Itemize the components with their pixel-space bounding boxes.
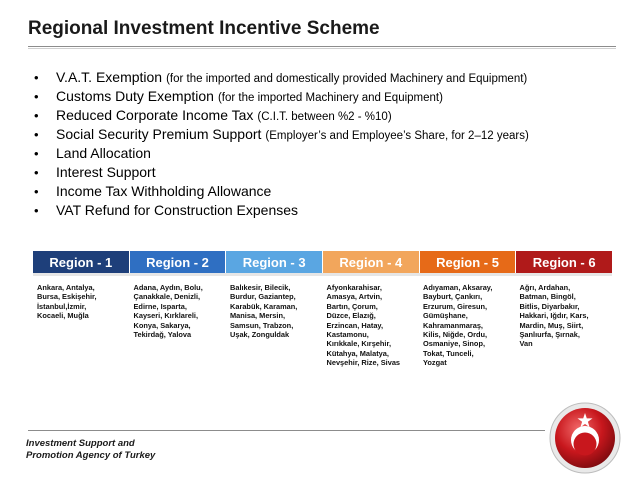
region-6-header: Region - 6 (515, 251, 612, 273)
region-4-header: Region - 4 (322, 251, 419, 273)
region-6-provinces (516, 283, 613, 368)
province-line: Batman, Bingöl, (519, 292, 576, 302)
page-title: Regional Investment Incentive Scheme (28, 18, 380, 39)
title-divider (28, 46, 616, 47)
crescent-star-icon (547, 400, 623, 476)
footer-agency: Investment Support and Promotion Agency of Turkey (26, 438, 156, 461)
region-1-header: Region - 1 (33, 251, 129, 273)
province-line: Uşak, Zonguldak (230, 330, 290, 340)
province-line: Afyonkarahisar, (326, 283, 382, 292)
bullet-icon: • (34, 70, 39, 85)
province-line: Çanakkale, Denizli, (133, 292, 201, 302)
list-item: • VAT Refund for Construction Expenses (34, 202, 299, 218)
province-line: Bursa, Eskişehir, (37, 292, 97, 302)
bullet-icon: • (34, 146, 39, 161)
incentive-list (34, 68, 634, 220)
province-line: Osmaniye, Sinop, (423, 339, 486, 349)
footer-divider (28, 430, 545, 431)
region-4-provinces (323, 283, 420, 368)
province-line: Adıyaman, Aksaray, (423, 283, 493, 292)
province-line: Kocaeli, Muğla (37, 311, 89, 321)
list-item: • V.A.T. Exemption (for the imported and domestically provided Machinery and Equipment) (34, 69, 528, 85)
province-line: İstanbul,İzmir, (37, 301, 87, 311)
province-line: Adana, Aydın, Bolu, (133, 283, 203, 292)
province-line: Tekirdağ, Yalova (133, 330, 192, 340)
bullet-icon: • (34, 203, 39, 218)
region-3-provinces (226, 283, 323, 368)
region-5-header: Region - 5 (419, 251, 516, 273)
province-line: Bartın, Çorum, (326, 301, 378, 311)
list-item: • Land Allocation (34, 145, 151, 161)
region-1-provinces (33, 283, 130, 368)
bullet-icon: • (34, 165, 39, 180)
province-line: Edirne, Isparta, (133, 301, 187, 311)
province-line: Kütahya, Malatya, (326, 348, 389, 358)
region-2-header: Region - 2 (129, 251, 226, 273)
province-line: Kilis, Niğde, Ordu, (423, 330, 488, 340)
list-item: • Customs Duty Exemption (for the imported Machinery and Equipment) (34, 88, 443, 104)
region-3-header: Region - 3 (225, 251, 322, 273)
bullet-icon: • (34, 108, 39, 123)
province-line: Konya, Sakarya, (133, 320, 191, 330)
province-line: Burdur, Gaziantep, (230, 292, 296, 302)
province-line: Erzurum, Giresun, (423, 301, 488, 311)
province-line: Hakkari, Iğdır, Kars, (519, 311, 589, 321)
title-divider-shadow (28, 48, 616, 49)
province-line: Erzincan, Hatay, (326, 320, 384, 330)
province-line: Mardin, Muş, Siirt, (519, 320, 584, 330)
region-bar-shadow (33, 273, 612, 276)
region-bar (33, 251, 612, 273)
province-columns (33, 283, 612, 368)
province-line: Ankara, Antalya, (37, 283, 95, 292)
province-line: Amasya, Artvin, (326, 292, 383, 302)
list-item: • Reduced Corporate Income Tax (C.I.T. between %2 - %10) (34, 107, 392, 123)
bullet-icon: • (34, 127, 39, 142)
province-line: Nevşehir, Rize, Sivas (326, 358, 401, 368)
province-line: Karabük, Karaman, (230, 301, 298, 311)
province-line: Düzce, Elazığ, (326, 311, 376, 321)
province-line: Balıkesir, Bilecik, (230, 283, 291, 292)
region-5-provinces (419, 283, 516, 368)
bullet-icon: • (34, 89, 39, 104)
province-line: Kahramanmaraş, (423, 320, 483, 330)
bullet-icon: • (34, 184, 39, 199)
province-line: Samsun, Trabzon, (230, 320, 294, 330)
province-line: Kayseri, Kırklareli, (133, 311, 199, 321)
province-line: Bitlis, Diyarbakır, (519, 301, 580, 311)
province-line: Şanlıurfa, Şırnak, (519, 330, 580, 340)
province-line: Ağrı, Ardahan, (519, 283, 571, 292)
province-line: Tokat, Tunceli, (423, 348, 474, 358)
list-item: • Social Security Premium Support (Employer’s and Employee’s Share, for 2–12 years) (34, 126, 529, 142)
province-line: Manisa, Mersin, (230, 311, 286, 321)
province-line: Kastamonu, (326, 330, 369, 340)
province-line: Yozgat (423, 358, 447, 368)
list-item: • Interest Support (34, 164, 156, 180)
list-item: • Income Tax Withholding Allowance (34, 183, 272, 199)
province-line: Kırıkkale, Kırşehir, (326, 339, 391, 349)
province-line: Bayburt, Çankırı, (423, 292, 483, 302)
province-line: Gümüşhane, (423, 311, 468, 321)
province-line: Van (519, 339, 533, 349)
region-2-provinces (130, 283, 227, 368)
